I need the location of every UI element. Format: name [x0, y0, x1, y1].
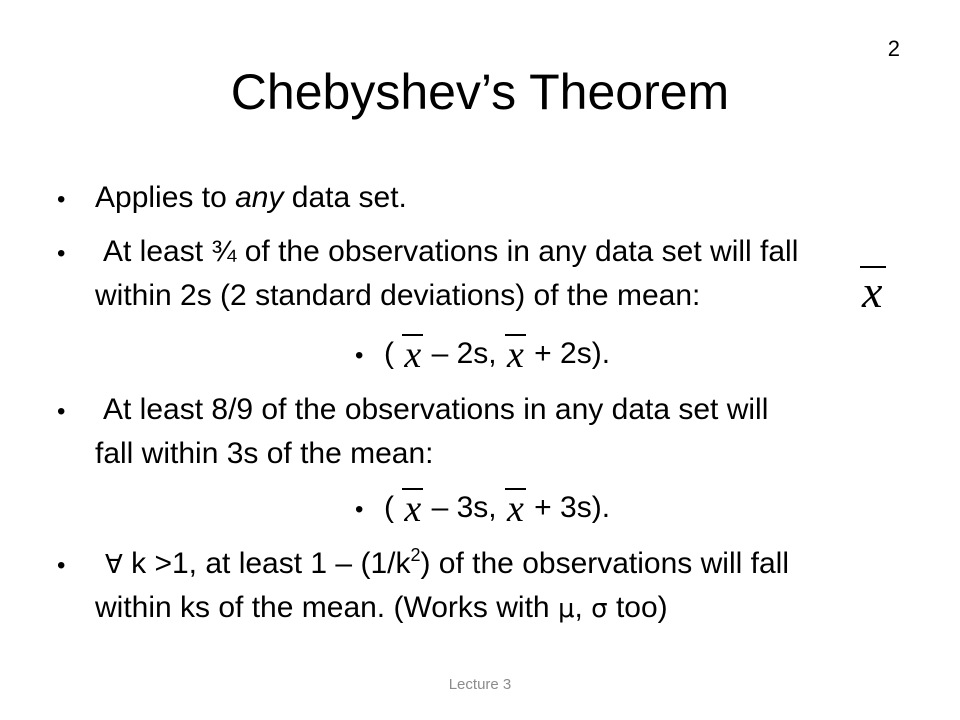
mu-symbol: μ	[557, 594, 575, 624]
bullet-2-line-2: within 2s (2 standard deviations) of the mean:	[95, 279, 701, 312]
sub-bullet-dot: •	[355, 496, 364, 523]
bullet-dot: •	[57, 552, 66, 579]
bullet-1-text	[95, 180, 407, 216]
exponent: 2	[410, 545, 421, 565]
footer-label: Lecture 3	[448, 676, 512, 693]
xbar-symbol-large: x	[862, 266, 883, 317]
xbar-symbol: x	[404, 488, 422, 530]
bullet-2-interval: ( x – 2s, x + 2s).	[384, 334, 611, 376]
bullet-1-pre: Applies to	[95, 181, 236, 214]
forall-symbol: ∀	[105, 550, 123, 580]
sigma-symbol: σ	[591, 594, 608, 624]
bullet-1-emphasis: any	[235, 181, 284, 214]
bullet-dot: •	[57, 240, 66, 267]
bullet-dot: •	[57, 398, 66, 425]
bullet-3-line-2: fall within 3s of the mean:	[95, 437, 434, 470]
bullet-4-line-1: ∀ k >1, at least $1 - (1/k^2)$ of the observations will fall	[105, 545, 789, 580]
sub-bullet-dot: •	[355, 342, 364, 369]
xbar-symbol: x	[506, 334, 524, 376]
bullet-4-line-2: within ks of the mean. (Works with μ, σ too)	[95, 591, 668, 624]
bullet-1-post: data set.	[283, 181, 407, 214]
page-number: 2	[887, 36, 900, 61]
bullet-3-interval: ( x – 3s, x + 3s).	[384, 488, 611, 530]
xbar-symbol: x	[404, 334, 422, 376]
bullet-2-line-1: At least ¾ of the observations in any data set will fall	[103, 235, 799, 268]
slide-title: Chebyshev’s Theorem	[230, 64, 730, 120]
bullet-3-line-1: At least 8/9 of the observations in any data set will	[103, 393, 769, 426]
xbar-symbol: x	[506, 488, 524, 530]
bullet-dot: •	[57, 186, 66, 213]
